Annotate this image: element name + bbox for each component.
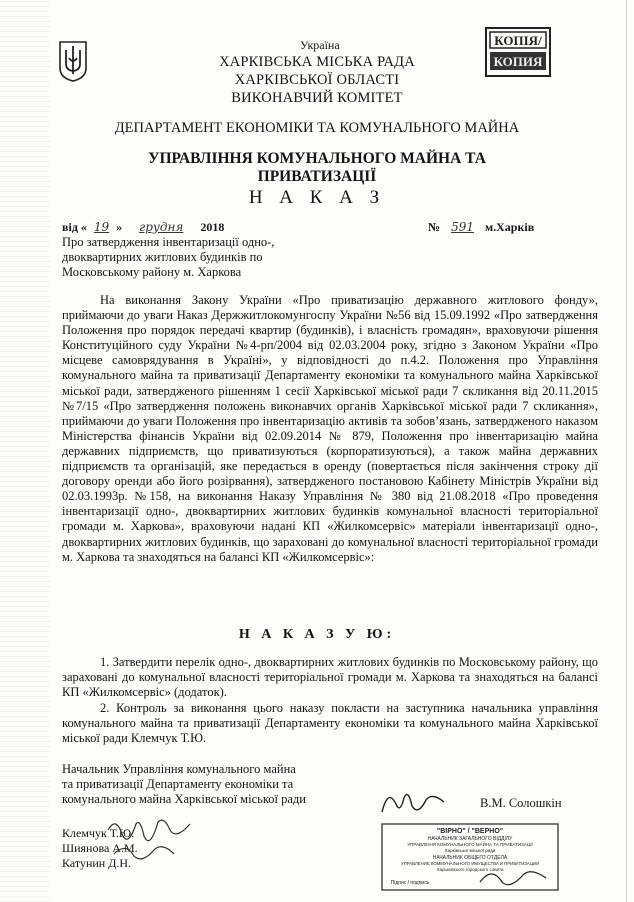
- stamp-line: НАЧАЛЬНИК ОБЩЕГО ОТДЕЛА: [432, 855, 508, 861]
- order-directive-heading: Н А К А З У Ю:: [238, 627, 396, 642]
- handwritten-signature-icon: [378, 784, 448, 820]
- stamp-line: Харьковского городского совета: [436, 867, 504, 872]
- place: м.Харків: [484, 220, 535, 234]
- date-mid: »: [116, 220, 123, 234]
- stamp-line: Харківської міської ради: [444, 848, 496, 853]
- order-title: Н А К А З: [248, 187, 386, 208]
- stamp-line: УПРАВЛІННЯ КОМУНАЛЬНОГО МАЙНА ТА ПРИВАТИЗАЦІЇ: [407, 842, 533, 847]
- svg-text:КОПИЯ: КОПИЯ: [493, 54, 543, 69]
- committee-name: ВИКОНАВЧИЙ КОМІТЕТ: [231, 90, 403, 106]
- signatory-title-line: та приватизації Департаменту економіки та: [62, 777, 294, 791]
- oblast-name: ХАРКІВСЬКОЇ ОБЛАСТІ: [234, 72, 400, 88]
- order-number: [428, 220, 534, 235]
- executor-name: Шиянова А.М.: [62, 841, 138, 855]
- stamp-line: УПРАВЛЕНИЕ КОММУНАЛЬНОГО ИМУЩЕСТВА И ПРИВАТИЗАЦИИ: [400, 861, 540, 866]
- directorate-line2: ПРИВАТИЗАЦІЇ: [257, 168, 377, 185]
- preamble-text: На виконання Закону України «Про приватизацію державного житлового фонду», приймаючи до уваги Наказ Держжитлокомунгоспу України №56 від 15.09.1992 «Про затвердження Положення про порядок передачі квартир (будинків), і власність громадян», враховуючи рішення Конституційного суду України №4-рп/2004 від 02.03.2004 року, згідно з Законом України «Про місцеве самоврядування в Україні», у відповідності до п.4.2. Положення про Управління комунального майна та приватизації Департаменту економіки та комунального майна Харківської міської ради, затвердженого рішенням 1 сесії Харківської міської ради 7 скликання від 20.11.2015 №7/15 «Про затвердження положень виконавчих органів Харківської міської ради 7 скликання», приймаючи до уваги Положення про інвентаризацію активів та зобов’язань, затвердженого наказом Міністерства фінансів України від 02.09.2014 № 879, Положення про інвентаризацію майна державних підприємств, що приватизуються (корпоратизуються), а також майна державних підприємств та організацій, яке передається в оренду (повертається після закінчення строку дії договору оренди або його розірвання), затвердженого постановою Кабінету Міністрів України від 02.03.1993р. №158, на виконання Наказу Управління № 380 від 21.08.2018 «Про проведення інвентаризації одно-, двоквартирних житлових будинків комунальної власності територіальної громади м. Харкова», враховуючи надані КП «Жилкомсервіс» матеріали інвентаризації одно-, двоквартирних житлових будинків, що зараховані до комунальної власності територіальної громади м. Харкова та знаходяться на балансі КП «Жилкомсервіс»:: [62, 293, 598, 564]
- date-month: грудня: [139, 220, 184, 234]
- order-item-1: 1. Затвердити перелік одно-, двоквартирних житлових будинків по Московському району, що зараховані до комунальної власності територіальної громади м. Харкова та знаходяться на балансі КП «Жилкомсервіс» (додаток).: [62, 655, 598, 700]
- stamp-line: Підпис / подпись: [390, 880, 430, 886]
- stamp-line: НАЧАЛЬНИК ЗАГАЛЬНОГО ВІДДІЛУ: [427, 836, 513, 842]
- verified-stamp-icon: [380, 822, 560, 892]
- directorate-line1: УПРАВЛІННЯ КОМУНАЛЬНОГО МАЙНА ТА: [148, 150, 486, 167]
- country-label: Україна: [300, 38, 340, 52]
- council-name: ХАРКІВСЬКА МІСЬКА РАДА: [219, 54, 415, 70]
- date-day: 19: [93, 220, 110, 234]
- number-value: 591: [451, 220, 474, 234]
- signatory-title-line: комунального майна Харківської міської ради: [62, 792, 306, 806]
- subject-line: двоквартирних житлових будинків по: [62, 250, 263, 264]
- subject-line: Московському району м. Харкова: [62, 265, 242, 279]
- executor-name: Катунин Д.Н.: [62, 856, 132, 870]
- svg-text:КОПІЯ/: КОПІЯ/: [494, 33, 542, 48]
- signatory-title: [62, 762, 306, 807]
- stamp-line: "ВІРНО" / "ВЕРНО": [436, 828, 504, 835]
- number-prefix: №: [428, 220, 441, 234]
- date-prefix: від «: [62, 220, 87, 234]
- department-name: ДЕПАРТАМЕНТ ЕКОНОМІКИ ТА КОМУНАЛЬНОГО МАЙНА: [114, 120, 520, 136]
- signatory-name: В.М. Солошкін: [480, 796, 562, 810]
- order-date: [62, 220, 224, 235]
- signatory-title-line: Начальник Управління комунального майна: [62, 762, 296, 776]
- executor-name: Клемчук Т.Ю.: [62, 826, 135, 840]
- date-year: 2018: [200, 220, 225, 234]
- order-item-2: 2. Контроль за виконання цього наказу покласти на заступника начальника управління комунального майна та приватизації Департаменту економіки та комунального майна Харківської міської ради Клемчук Т.Ю.: [62, 701, 598, 746]
- executor-initials-icon: [104, 814, 194, 864]
- order-subject: [62, 235, 274, 280]
- subject-line: Про затвердження інвентаризації одно-,: [62, 235, 275, 249]
